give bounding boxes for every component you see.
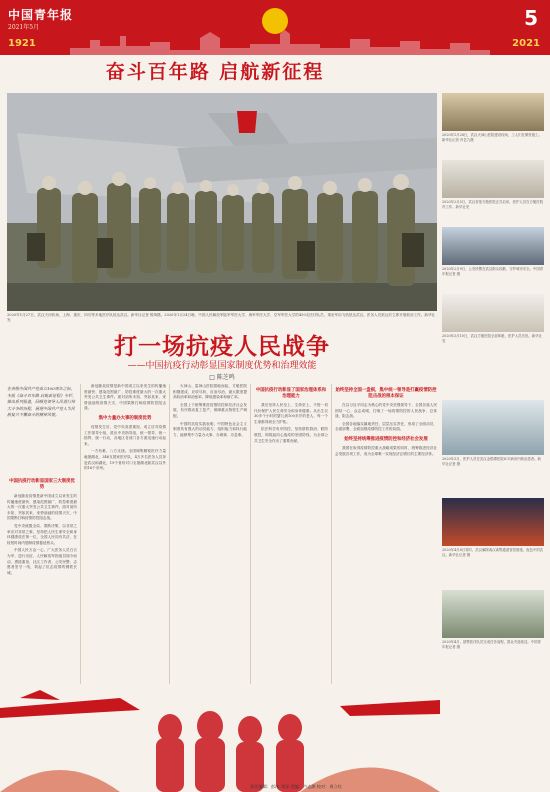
paragraph: 我们坚持人民至上、生命至上，不惜一切代价保护人民生命安全和身体健康。从出生仅30多个小时的婴儿到100多岁的老人，每一个生命都得到全力护佑。 [254,403,328,424]
column-banner [0,55,550,89]
page-number: 5 [524,6,538,30]
newspaper-name: 中国青年报 [8,8,74,22]
paragraph: 中国人民万众一心，广大医务人员白衣为甲、逆行出征，人民解放军指战员闻令而动、勇挑重担，社区工作者、公安民警、志愿者坚守一线，筑起了抗击疫情的钢铁长城。 [7,548,77,575]
side-photo-7 [442,590,544,650]
medical-staff-celebration-image [442,294,544,332]
article-headline: 打一场抗疫人民战争 [114,333,330,360]
article-byline: □ 陈芝鸣 [209,374,235,381]
side-photo-caption: 2020年3月10日，武汉方舱医院全部休舱，医护人员庆祝。新华社发 [442,334,542,343]
paragraph: 党中央统揽全局、果断决策，以非常之举应对非常之事，坚持把人民生命安全和身体健康放在第一位，全国人民同舟共济，在较短时间内遏制疫情蔓延势头。 [7,523,77,545]
masthead [0,0,550,55]
footer-illustration [0,688,550,792]
paragraph: 新冠肺炎疫情是新中国成立以来发生的传播速度最快、感染范围最广、防控难度最大的一次重大突发公共卫生事件。面对前所未知、突如其来、来势汹汹的疫情天灾，中国果断打响疫情防控阻击战。 [7,494,77,521]
paragraph: 在以习近平同志为核心的党中央坚强领导下，全国各族人民团结一心、众志成城，打响了一场疫情防控的人民战争、总体战、阻击战。 [335,403,437,419]
construction-site-image [442,93,544,131]
column-divider [169,384,170,684]
paragraph: 火神山、雷神山医院拔地而起，方舱医院相继建成，应收尽收、应治尽治，最大限度提高收治率和治愈率、降低感染率和病亡率。 [173,384,247,400]
side-photo-1 [442,93,544,143]
article-column-5 [335,384,437,680]
paragraph: 我国在取得疫情防控重大战略成果的同时，统筹推进经济社会发展各项工作，成为全球唯一实现经济正增长的主要经济体。 [335,445,437,456]
side-photo-caption: 2020年4月，援鄂医疗队员完成任务返程，群众夹道欢送。中国青年报记者 摄 [442,640,541,649]
section-heading: 集中力量办大事的制度优势 [98,415,152,421]
side-photo-6 [442,498,544,558]
year-start: 1921 [8,38,36,49]
hero-photo [7,93,437,311]
article-column-3 [173,384,247,680]
hero-photo-caption: 2020年1月27日，武汉天河机场，上海、重庆、四川等多地医疗队抵达武汉。新华社记者 熊琦摄。2020年1月24日晚，中国人民解放军陆军军医大学、海军军医大学、空军军医大学的450名医疗队员，乘坐军用飞机抵达武汉。医务人员抵达后立即开展救治工作。新华社发 [7,313,436,322]
icu-medical-staff-image [442,400,544,455]
paragraph: 新冠肺炎疫情是新中国成立以来发生的传播速度最快、感染范围最广、防控难度最大的一次重大突发公共卫生事件。面对前所未知、突如其来、来势汹汹的疫情天灾，中国果断打响疫情防控阻击战。 [84,384,166,411]
side-photo-caption: 2020年1月28日，武汉火神山医院建设现场，工人们在紧张施工。新华社记者 肖艺九摄 [442,133,542,142]
paragraph: 疫情发生后，党中央高度重视，成立应对疫情工作领导小组，派出中央指导组，统一领导、统一指挥、统一行动，各地区各部门各方面迅速行动起来。 [84,424,166,446]
side-photo-2 [442,160,544,210]
paragraph: 全国各地落实属地责任，层层压实责任，形成了全面动员、全面部署、全面加强疫情防控工作的局面。 [335,421,437,432]
side-photo-5 [442,400,544,467]
paragraph: 依法科学有序防控，坚持群防群治、联防联控，构筑起同心战疫的坚固防线，为全球公共卫生安全作出了重要贡献。 [254,427,328,443]
section-heading: 始终坚持统筹推进疫情防控和经济社会发展 [344,436,428,442]
section-heading: 始终坚持全国一盘棋，集中统一领导是打赢疫情防控阻击战的根本保证 [335,388,437,399]
editor-credits: 责任编辑：彭冰 邓泽 美编：卢志灏 校对：周立红 [250,784,342,789]
column-divider [331,384,332,684]
field-hospital-image [442,160,544,198]
side-photo-4 [442,294,544,344]
article-column-1 [7,475,77,680]
side-photo-caption: 2020年3月，医护人员在武汉金银潭医院ICU病房内救治患者。新华社记者 摄 [442,457,541,466]
article-column-4 [254,384,328,680]
column-divider [80,384,81,684]
city-skyline-graphic [70,30,490,55]
issue-date: 2021年5月 [8,24,40,31]
paragraph: 中国的抗疫实践表明，中国特色社会主义制度具有强大的动员能力、组织能力和执行能力，能够集中力量办大事、办难事、办急事。 [173,421,247,437]
farewell-crowd-image [442,590,544,638]
article-intro: 在各级中国共产党成立100周年之际，本报《奋斗百年路 启航新征程》专栏，推出系列报道，回顾党领导人民进行伟大斗争的历程，展现中国共产党人为民族复兴不懈奋斗的精神风貌。 [7,386,77,418]
paragraph: 一方有难、八方支援。全国调集精锐医疗力量驰援湖北，346支国家医疗队、4万多名医务人员奔赴武汉和湖北，19个省份对口支援湖北除武汉以外的16个市州。 [84,449,166,471]
banner-slogan: 奋斗百年路 启航新征程 [105,61,325,83]
article-column-2 [84,384,166,680]
military-plane-medical-team-image [7,93,437,311]
side-photo-caption: 2020年2月5日，武汉首批方舱医院正式启用，医护人员在方舱医院内工作。新华社发 [442,200,544,209]
wuhan-night-skyline-image [442,498,544,546]
medical-workers-silhouette-graphic [0,688,440,792]
year-end: 2021 [512,38,540,49]
article-subhead: ——中国抗疫行动彰显国家制度优势和治理效能 [127,361,317,371]
side-photo-caption: 2020年4月8日零时，武汉解除离汉离鄂通道管控措施，夜色中的武汉。新华社记者 摄 [442,548,544,557]
section-heading: 中国抗疫行动彰显了国家治理体系和治理能力 [255,388,327,399]
side-photo-3 [442,227,544,277]
paragraph: 全国上下统筹推进疫情防控和经济社会发展，有序推动复工复产，保障重点物资生产调配。 [173,402,247,418]
party-emblem-icon [262,8,288,34]
column-divider [250,384,251,684]
section-heading: 中国抗疫行动彰显国家三大制度优势 [9,479,75,490]
side-photo-caption: 2020年2月9日，公安民警在武汉街头执勤，守护城市安全。中国青年报记者 摄 [442,267,544,276]
police-officer-image [442,227,544,265]
